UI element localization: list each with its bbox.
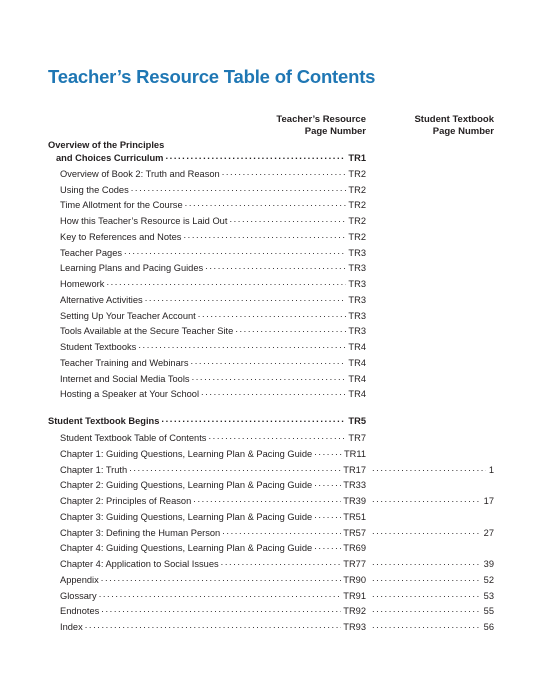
page-title: Teacher’s Resource Table of Contents xyxy=(48,66,376,87)
entry-label: Chapter 1: Truth xyxy=(60,465,128,475)
leader-dots xyxy=(201,386,346,399)
toc-entry[interactable] xyxy=(60,556,366,569)
entry-label: Alternative Activities xyxy=(60,295,143,305)
teacher-page-number: TR3 xyxy=(348,311,366,321)
teacher-page-number: TR51 xyxy=(343,512,366,522)
teacher-page-number: TR3 xyxy=(348,263,366,273)
entry-label: Chapter 4: Guiding Questions, Learning Plan & Pacing Guide xyxy=(60,543,313,553)
toc-entry[interactable] xyxy=(60,276,366,289)
toc-entry[interactable] xyxy=(60,182,366,195)
entry-label: How this Teacher’s Resource is Laid Out xyxy=(60,216,228,226)
student-page-entry xyxy=(372,556,494,569)
student-page-entry xyxy=(372,462,494,475)
leader-dots xyxy=(193,493,341,506)
teacher-page-number: TR2 xyxy=(348,169,366,179)
entry-label: Glossary xyxy=(60,591,97,601)
toc-entry[interactable] xyxy=(60,371,366,384)
teacher-page-number: TR4 xyxy=(348,389,366,399)
leader-dots xyxy=(222,166,347,179)
leader-dots xyxy=(165,150,346,163)
student-page-number: 52 xyxy=(483,575,494,585)
toc-entry[interactable] xyxy=(60,525,366,538)
leader-dots xyxy=(99,588,342,601)
entry-label: Endnotes xyxy=(60,606,100,616)
column-header-line: Teacher’s Resource xyxy=(276,114,366,125)
toc-entry[interactable] xyxy=(60,197,366,210)
leader-dots xyxy=(85,619,342,632)
leader-dots xyxy=(372,588,481,601)
leader-dots xyxy=(124,245,346,258)
entry-label: Index xyxy=(60,622,83,632)
entry-label: Using the Codes xyxy=(60,185,129,195)
leader-dots xyxy=(372,603,481,616)
teacher-page-number: TR7 xyxy=(348,433,366,443)
toc-entry[interactable] xyxy=(60,430,366,443)
leader-dots xyxy=(208,430,346,443)
leader-dots xyxy=(198,308,347,321)
column-header-line: Student Textbook xyxy=(414,114,494,125)
teacher-page-number: TR57 xyxy=(343,528,366,538)
entry-label: Tools Available at the Secure Teacher Site xyxy=(60,326,234,336)
entry-label: Appendix xyxy=(60,575,99,585)
entry-label: Teacher Pages xyxy=(60,248,123,258)
toc-entry[interactable] xyxy=(60,245,366,258)
student-page-number: 17 xyxy=(483,496,494,506)
leader-dots xyxy=(314,509,341,522)
teacher-page-number: TR77 xyxy=(343,559,366,569)
teacher-page-number: TR3 xyxy=(348,248,366,258)
toc-entry[interactable] xyxy=(60,386,366,399)
toc-entry[interactable] xyxy=(60,229,366,242)
leader-dots xyxy=(145,292,347,305)
toc-entry[interactable] xyxy=(60,308,366,321)
student-page-entry xyxy=(372,588,494,601)
student-page-number: 1 xyxy=(488,465,494,475)
leader-dots xyxy=(131,182,347,195)
leader-dots xyxy=(372,619,481,632)
student-page-entry xyxy=(372,493,494,506)
leader-dots xyxy=(314,446,342,459)
toc-entry[interactable] xyxy=(60,509,366,522)
leader-dots xyxy=(372,462,486,475)
leader-dots xyxy=(183,229,346,242)
toc-entry[interactable] xyxy=(60,292,366,305)
entry-label: Hosting a Speaker at Your School xyxy=(60,389,200,399)
teacher-page-number: TR2 xyxy=(348,200,366,210)
toc-entry[interactable] xyxy=(60,603,366,616)
toc-entry[interactable] xyxy=(60,260,366,273)
leader-dots xyxy=(161,413,346,426)
leader-dots xyxy=(372,556,481,569)
entry-label: Chapter 3: Guiding Questions, Learning Plan & Pacing Guide xyxy=(60,512,313,522)
entry-label: Overview of Book 2: Truth and Reason xyxy=(60,169,220,179)
student-page-number: 55 xyxy=(483,606,494,616)
teacher-page-number: TR5 xyxy=(348,416,366,426)
entry-label: Chapter 4: Application to Social Issues xyxy=(60,559,219,569)
toc-entry[interactable] xyxy=(60,339,366,352)
teacher-page-number: TR90 xyxy=(343,575,366,585)
toc-entry[interactable] xyxy=(60,213,366,226)
teacher-page-number: TR92 xyxy=(343,606,366,616)
teacher-page-number: TR3 xyxy=(348,279,366,289)
leader-dots xyxy=(372,493,481,506)
toc-entry[interactable] xyxy=(60,619,366,632)
column-header-line: Page Number xyxy=(304,125,366,137)
student-page-entry xyxy=(372,619,494,632)
teacher-page-number: TR69 xyxy=(343,543,366,553)
entry-label: Key to References and Notes xyxy=(60,232,182,242)
section-student-textbook-title: Student Textbook Begins xyxy=(48,416,160,426)
toc-entry[interactable] xyxy=(60,462,366,475)
teacher-page-number: TR2 xyxy=(348,232,366,242)
entry-label: Time Allotment for the Course xyxy=(60,200,183,210)
leader-dots xyxy=(314,477,341,490)
leader-dots xyxy=(106,276,346,289)
toc-entry[interactable] xyxy=(60,446,366,459)
leader-dots xyxy=(101,572,341,585)
student-page-number: 56 xyxy=(483,622,494,632)
teacher-page-number: TR1 xyxy=(348,153,366,163)
student-page-entry xyxy=(372,603,494,616)
entry-label: Student Textbook Table of Contents xyxy=(60,433,207,443)
entry-label: Internet and Social Media Tools xyxy=(60,374,190,384)
entry-label: Chapter 2: Principles of Reason xyxy=(60,496,192,506)
section-title-line: and Choices Curriculum xyxy=(56,153,164,163)
section-overview-title: Overview of the Principles xyxy=(48,140,165,150)
leader-dots xyxy=(229,213,346,226)
teacher-page-number: TR2 xyxy=(348,185,366,195)
section-overview-entry[interactable] xyxy=(56,150,366,163)
toc-entry[interactable] xyxy=(60,477,366,490)
entry-label: Teacher Training and Webinars xyxy=(60,358,189,368)
leader-dots xyxy=(222,525,341,538)
leader-dots xyxy=(191,355,347,368)
entry-label: Chapter 3: Defining the Human Person xyxy=(60,528,221,538)
entry-label: Chapter 1: Guiding Questions, Learning Plan & Pacing Guide xyxy=(60,449,313,459)
toc-entry[interactable] xyxy=(60,588,366,601)
toc-entry[interactable] xyxy=(60,355,366,368)
teacher-page-number: TR93 xyxy=(343,622,366,632)
leader-dots xyxy=(372,525,481,538)
toc-entry[interactable] xyxy=(60,166,366,179)
student-textbook-column-header xyxy=(414,114,494,137)
leader-dots xyxy=(235,323,346,336)
toc-entry[interactable] xyxy=(60,572,366,585)
section-student-textbook-entry[interactable] xyxy=(48,413,366,426)
entry-label: Learning Plans and Pacing Guides xyxy=(60,263,204,273)
leader-dots xyxy=(192,371,347,384)
leader-dots xyxy=(314,540,341,553)
teacher-page-number: TR2 xyxy=(348,216,366,226)
teacher-page-number: TR11 xyxy=(343,449,366,459)
student-page-number: 27 xyxy=(483,528,494,538)
teacher-page-number: TR17 xyxy=(343,465,366,475)
leader-dots xyxy=(101,603,341,616)
teacher-page-number: TR4 xyxy=(348,374,366,384)
entry-label: Homework xyxy=(60,279,105,289)
teacher-resource-column-header xyxy=(276,114,366,137)
teacher-page-number: TR33 xyxy=(343,480,366,490)
student-page-entry xyxy=(372,525,494,538)
leader-dots xyxy=(129,462,341,475)
entry-label: Chapter 2: Guiding Questions, Learning Plan & Pacing Guide xyxy=(60,480,313,490)
entry-label: Student Textbooks xyxy=(60,342,137,352)
teacher-page-number: TR3 xyxy=(348,326,366,336)
teacher-page-number: TR39 xyxy=(343,496,366,506)
toc-entry[interactable] xyxy=(60,540,366,553)
teacher-page-number: TR4 xyxy=(348,342,366,352)
toc-entry[interactable] xyxy=(60,493,366,506)
student-page-number: 39 xyxy=(483,559,494,569)
leader-dots xyxy=(185,197,347,210)
leader-dots xyxy=(205,260,346,273)
teacher-page-number: TR4 xyxy=(348,358,366,368)
leader-dots xyxy=(138,339,346,352)
student-page-number: 53 xyxy=(483,591,494,601)
entry-label: Setting Up Your Teacher Account xyxy=(60,311,196,321)
leader-dots xyxy=(221,556,342,569)
student-page-entry xyxy=(372,572,494,585)
toc-entry[interactable] xyxy=(60,323,366,336)
leader-dots xyxy=(372,572,481,585)
teacher-page-number: TR91 xyxy=(343,591,366,601)
column-header-line: Page Number xyxy=(432,125,494,137)
teacher-page-number: TR3 xyxy=(348,295,366,305)
